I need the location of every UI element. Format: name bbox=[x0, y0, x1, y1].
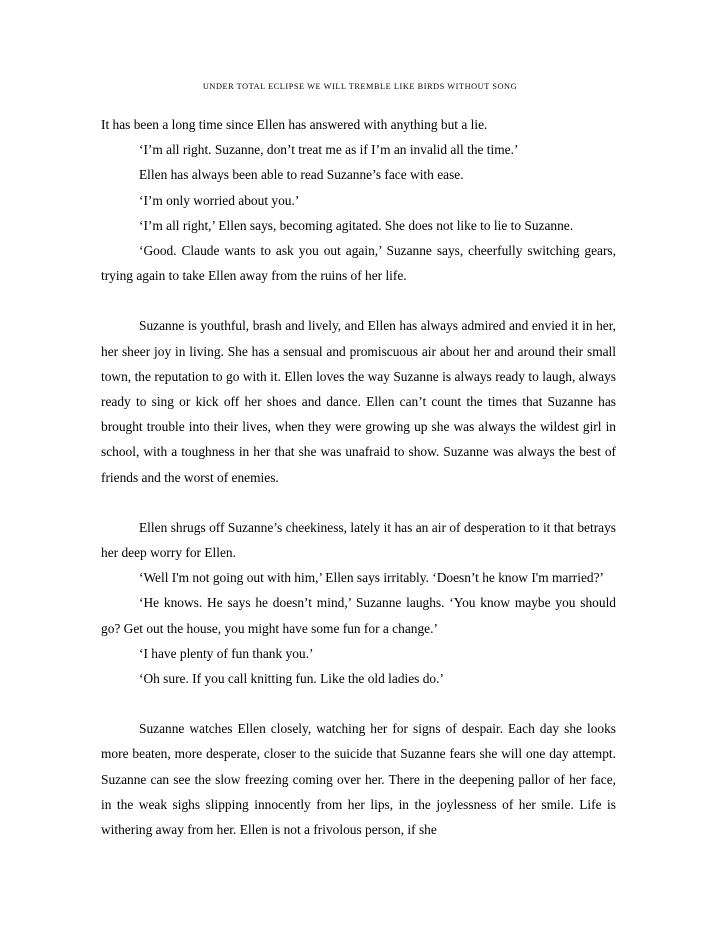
body-paragraph: ‘Oh sure. If you call knitting fun. Like the old ladies do.’ bbox=[139, 671, 444, 687]
body-paragraph: It has been a long time since Ellen has answered with anything but a lie. bbox=[101, 117, 488, 132]
body-paragraph: ‘I’m all right,’ Ellen says, becoming agitated. She does not like to lie to Suzanne. bbox=[139, 217, 574, 233]
body-text bbox=[101, 112, 616, 842]
body-paragraph: ‘Good. Claude wants to ask you out again,’ Suzanne says, cheerfully switching gears, trying again to take Ellen away from the ruins of her life. bbox=[101, 243, 616, 284]
body-paragraph: ‘He knows. He says he doesn’t mind,’ Suzanne laughs. ‘You know maybe you should go? Get out the house, you might have some fun for a change.’ bbox=[101, 595, 616, 636]
paragraph-spacer bbox=[101, 490, 616, 515]
paragraph-spacer bbox=[101, 288, 616, 313]
body-paragraph: ‘I’m all right. Suzanne, don’t treat me as if I’m an invalid all the time.’ bbox=[139, 142, 519, 158]
body-paragraph: Suzanne watches Ellen closely, watching her for signs of despair. Each day she looks more beaten, more desperate, closer to the suicide that Suzanne fears she will one day attempt. Suzanne can see the slow freezing coming over her. There in the deepening pallor of her face, in the weak sighs slipping innocently from her lips, in the joylessness of her smile. Life is withering away from her. Ellen is not a frivolous person, if she bbox=[101, 721, 616, 838]
body-paragraph: Ellen shrugs off Suzanne’s cheekiness, lately it has an air of desperation to it that betrays her deep worry for Ellen. bbox=[101, 519, 616, 561]
body-paragraph: Ellen has always been able to read Suzanne’s face with ease. bbox=[139, 167, 464, 183]
running-head: UNDER TOTAL ECLIPSE WE WILL TREMBLE LIKE BIRDS WITHOUT SONG bbox=[202, 82, 518, 91]
body-paragraph: ‘Well I'm not going out with him,’ Ellen says irritably. ‘Doesn’t he know I'm married?’ bbox=[139, 570, 605, 586]
paragraph-spacer bbox=[101, 691, 616, 716]
body-paragraph: ‘I’m only worried about you.’ bbox=[139, 192, 300, 208]
body-paragraph: ‘I have plenty of fun thank you.’ bbox=[139, 645, 314, 661]
body-paragraph: Suzanne is youthful, brash and lively, and Ellen has always admired and envied it in her, her sheer joy in living. She has a sensual and promiscuous air about her and around their small town, the reputation to go with it. Ellen loves the way Suzanne is always ready to laugh, always ready to sing or kick off her shoes and dance. Ellen can’t count the times that Suzanne has brought trouble into their lives, when they were growing up she was always the wildest girl in school, with a toughness in her that she was unafraid to show. Suzanne was always the best of friends and the worst of enemies. bbox=[101, 318, 616, 485]
